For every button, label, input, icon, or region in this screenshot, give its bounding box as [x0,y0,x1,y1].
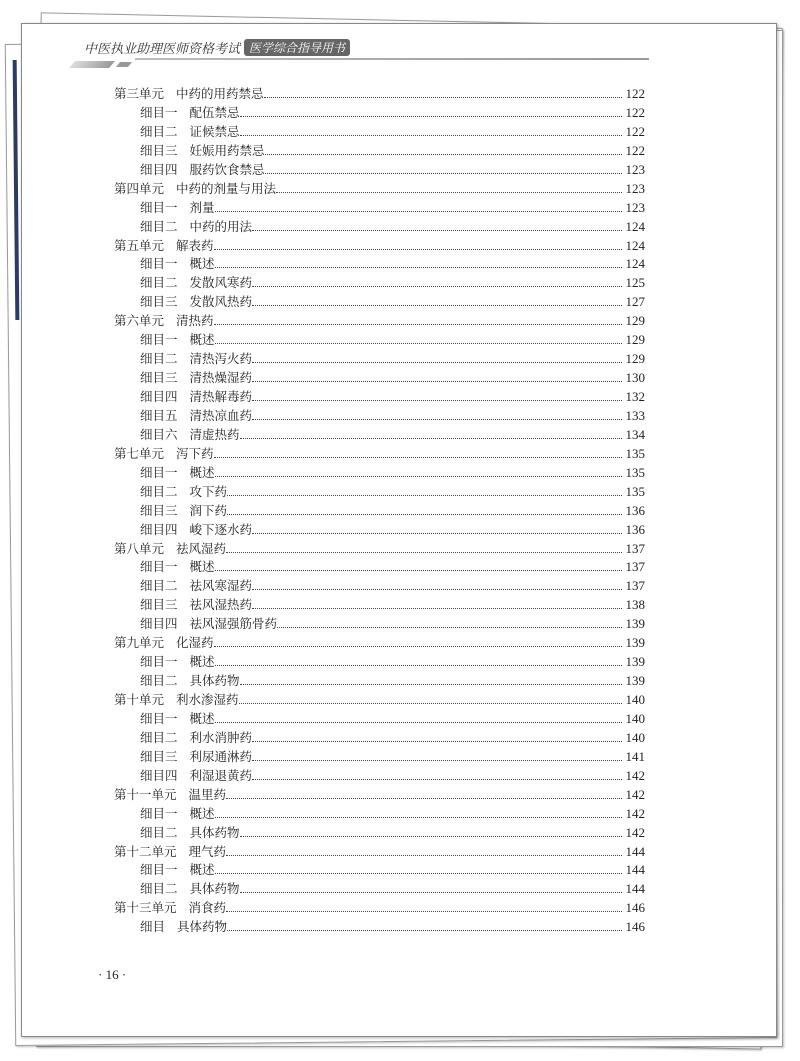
dot-leader [215,343,622,344]
toc-entry[interactable] [114,557,645,576]
toc-entry-page: 136 [625,521,645,537]
dot-leader [240,892,622,893]
toc-entry-title: 具体药物 [189,673,240,689]
toc-entry-page: 129 [625,313,645,329]
toc-entry-label: 细目一 [140,559,178,575]
toc-entry-title: 润下药 [189,502,228,518]
toc-entry[interactable] [114,273,645,292]
toc-entry-page: 135 [625,445,645,461]
toc-entry-label: 细目四 [140,767,178,783]
dot-leader [240,836,622,837]
toc-entry-label: 细目三 [140,294,178,310]
toc-entry-title: 祛风湿强筋骨药 [189,616,278,632]
toc-entry-title: 利水渗湿药 [176,692,239,707]
dot-leader [226,855,621,856]
dot-leader [240,135,622,136]
toc-entry-title: 概述 [189,559,215,575]
dot-leader [252,608,621,609]
toc-entry-page: 123 [625,161,645,177]
toc-entry-label: 细目二 [140,275,178,291]
toc-entry-title: 中药的用法 [189,218,253,234]
toc-entry-label: 细目四 [140,389,178,404]
toc-entry-label: 细目一 [140,654,178,670]
toc-entry-page: 124 [625,237,645,253]
toc-entry-title: 具体药物 [189,881,240,897]
toc-entry[interactable] [114,406,645,425]
toc-entry-label: 细目四 [140,616,178,632]
toc-entry-page: 129 [625,351,645,367]
toc-entry-page: 139 [625,673,645,689]
dot-leader [215,817,622,818]
toc-entry[interactable] [114,842,645,861]
dot-leader [215,476,622,477]
dot-leader [227,514,621,515]
dot-leader [252,362,621,363]
toc-entry[interactable] [114,122,645,141]
toc-entry-page: 130 [625,370,645,386]
toc-entry[interactable] [114,349,645,368]
toc-entry[interactable] [114,860,645,879]
toc-entry-title: 清热解毒药 [189,389,253,404]
toc-entry-title: 概述 [189,805,215,821]
toc-entry-page: 129 [625,332,645,348]
toc-entry-title: 具体药物 [189,824,240,840]
toc-entry-title: 服药饮食禁忌 [189,161,265,177]
toc-entry-title: 证候禁忌 [189,123,240,139]
dot-leader [240,116,622,117]
toc-entry[interactable] [114,633,645,652]
toc-entry-page: 135 [625,483,645,499]
toc-entry-label: 细目二 [140,673,178,689]
toc-entry-page: 133 [625,407,645,423]
toc-entry-label: 细目三 [140,502,178,518]
toc-entry-label: 细目一 [140,104,178,120]
toc-entry-title: 理气药 [188,843,227,859]
toc-entry[interactable] [114,463,645,482]
toc-entry-page: 138 [625,597,645,613]
dot-leader [215,665,622,666]
toc-entry-title: 清热泻火药 [189,351,253,367]
toc-entry-label: 第九单元 [114,635,165,651]
toc-entry-title: 配伍禁忌 [189,104,240,120]
toc-entry-page: 144 [625,881,645,897]
toc-entry-page: 139 [625,616,645,632]
toc-entry-page: 137 [625,559,645,575]
toc-entry-label: 细目三 [140,142,178,158]
toc-entry-page: 146 [625,919,645,935]
toc-entry[interactable] [114,330,645,349]
toc-entry-title: 发散风寒药 [189,275,253,291]
toc-entry[interactable] [114,292,645,311]
toc-entry[interactable] [114,804,645,823]
dot-leader [277,627,621,628]
toc-entry-page: 132 [625,389,645,404]
toc-entry[interactable] [114,671,645,690]
toc-entry[interactable] [114,520,645,539]
toc-entry[interactable] [114,236,645,255]
dot-leader [214,324,622,325]
dot-leader [215,211,622,212]
toc-entry-page: 137 [625,540,645,556]
toc-entry-title: 妊娠用药禁忌 [189,142,265,158]
dot-leader [214,457,622,458]
toc-entry-label: 细目四 [140,161,178,177]
toc-entry-page: 146 [625,900,645,916]
header-swoosh-decoration [69,61,115,68]
toc-entry[interactable] [114,728,645,747]
toc-entry[interactable] [114,576,645,595]
toc-entry-page: 139 [625,654,645,670]
toc-entry[interactable] [114,823,645,842]
toc-entry-label: 第五单元 [114,237,165,253]
dot-leader [215,873,622,874]
toc-entry-page: 140 [625,710,645,726]
toc-entry-page: 140 [625,729,645,745]
toc-entry-page: 139 [625,635,645,651]
toc-entry[interactable] [114,747,645,766]
dot-leader [215,722,622,723]
toc-entry-title: 概述 [189,256,215,272]
dot-leader [264,97,622,98]
toc-entry-title: 利水消肿药 [189,729,253,745]
toc-entry-title: 祛风寒湿药 [189,578,253,594]
toc-entry-title: 攻下药 [189,483,228,499]
toc-entry-page: 134 [625,426,645,442]
toc-entry-page: 122 [625,86,645,101]
toc-entry-label: 第六单元 [114,313,165,329]
toc-entry-title: 祛风湿热药 [189,597,253,613]
toc-entry-label: 细目一 [140,199,178,215]
toc-entry-title: 概述 [189,654,215,670]
toc-entry[interactable] [114,690,645,709]
toc-entry-label: 细目一 [140,256,178,272]
toc-entry-page: 144 [625,843,645,859]
dot-leader [215,267,622,268]
toc-entry-title: 解表药 [176,237,214,253]
toc-entry-page: 122 [625,142,645,158]
toc-entry[interactable] [114,217,645,236]
toc-entry-page: 123 [625,180,645,196]
toc-entry-page: 122 [625,104,645,120]
toc-entry-page: 127 [625,294,645,310]
toc-entry-label: 细目 [140,919,166,935]
dot-leader [214,646,622,647]
dot-leader [252,760,621,761]
toc-entry-page: 135 [625,464,645,480]
toc-entry[interactable] [114,879,645,898]
toc-entry-page: 124 [625,218,645,234]
toc-entry-page: 125 [625,275,645,291]
toc-entry-label: 第三单元 [114,86,165,101]
toc-entry-page: 144 [625,862,645,878]
toc-entry-title: 剂量 [189,199,215,215]
dot-leader [226,798,621,799]
toc-entry-title: 概述 [189,710,215,726]
toc-entry-title: 利尿通淋药 [189,748,253,764]
toc-entry[interactable] [114,368,645,387]
dot-leader [252,381,621,382]
toc-entry-page: 142 [625,824,645,840]
dot-leader [252,419,621,420]
toc-entry-title: 祛风湿药 [176,540,227,556]
toc-entry-label: 细目三 [140,370,178,386]
toc-entry[interactable] [114,311,645,330]
toc-entry-title: 发散风热药 [189,294,253,310]
toc-entry[interactable] [114,254,645,273]
toc-entry-page: 141 [625,748,645,764]
toc-entry-page: 136 [625,502,645,518]
book-title: 中医执业助理医师资格考试 [84,42,241,57]
toc-entry-label: 第十二单元 [114,843,177,859]
dot-leader [226,911,621,912]
dot-leader [227,930,621,931]
toc-entry-label: 细目四 [140,521,178,537]
toc-entry-title: 具体药物 [177,919,228,935]
dot-leader [252,779,621,780]
toc-entry-title: 概述 [189,332,215,348]
dot-leader [215,570,622,571]
toc-entry-label: 细目二 [140,578,178,594]
toc-entry-label: 细目二 [140,729,178,745]
toc-entry[interactable] [114,198,645,217]
toc-entry-title: 清热凉血药 [189,407,253,423]
toc-entry-title: 概述 [189,464,215,480]
toc-entry-title: 概述 [189,862,215,878]
dot-leader [240,438,622,439]
toc-entry-label: 细目二 [140,351,178,367]
toc-entry-label: 第七单元 [114,445,165,461]
toc-entry-page: 140 [625,692,645,707]
toc-entry[interactable] [114,709,645,728]
toc-entry-title: 清热药 [176,313,214,329]
toc-entry-title: 温里药 [188,786,227,802]
toc-entry[interactable] [114,501,645,520]
toc-entry[interactable] [114,917,645,936]
dot-leader [265,154,622,155]
toc-entry-page: 142 [625,767,645,783]
toc-entry[interactable] [114,614,645,633]
toc-entry-page: 123 [625,199,645,215]
toc-entry-label: 细目二 [140,881,178,897]
toc-entry-page: 142 [625,786,645,802]
dot-leader [252,533,621,534]
toc-entry-label: 细目一 [140,862,178,878]
toc-entry-title: 中药的剂量与用法 [176,180,277,196]
toc-entry-title: 消食药 [188,900,227,916]
toc-entry[interactable] [114,482,645,501]
toc-entry[interactable] [114,766,645,785]
toc-entry[interactable] [114,785,645,804]
dot-leader [240,684,622,685]
toc-entry[interactable] [114,141,645,160]
dot-leader [226,552,621,553]
toc-entry[interactable] [114,444,645,463]
toc-entry-title: 清热燥湿药 [189,370,253,386]
toc-entry-label: 细目一 [140,332,178,348]
toc-entry-label: 细目一 [140,464,178,480]
dot-leader [252,589,621,590]
dot-leader [239,703,622,704]
toc-entry-label: 第十单元 [114,692,165,707]
toc-entry-title: 利湿退黄药 [189,767,253,783]
dot-leader [252,286,621,287]
dot-leader [252,400,621,401]
dot-leader [227,495,621,496]
toc-entry-label: 细目三 [140,748,178,764]
toc-entry[interactable] [114,103,645,122]
toc-entry[interactable] [114,425,645,444]
toc-entry-label: 第八单元 [114,540,165,556]
toc-entry-title: 中药的用药禁忌 [176,86,264,101]
toc-entry[interactable] [114,898,645,917]
toc-entry-label: 细目二 [140,123,178,139]
running-header [84,38,350,57]
dot-leader [265,173,622,174]
toc-entry-title: 泻下药 [176,445,214,461]
toc-entry-page: 124 [625,256,645,272]
toc-entry-label: 细目二 [140,824,178,840]
dot-leader [252,305,621,306]
toc-entry-label: 细目一 [140,710,178,726]
toc-entry-title: 峻下逐水药 [189,521,253,537]
toc-entry-page: 137 [625,578,645,594]
toc-entry-label: 第四单元 [114,180,165,196]
toc-entry-label: 第十三单元 [114,900,177,916]
toc-entry-page: 122 [625,123,645,139]
toc-entry[interactable] [114,160,645,179]
toc-entry[interactable] [114,652,645,671]
toc-entry[interactable] [114,387,645,406]
toc-entry-page: 142 [625,805,645,821]
dot-leader [214,249,622,250]
toc-entry-label: 第十一单元 [114,786,177,802]
toc-entry-label: 细目二 [140,483,178,499]
toc-entry-label: 细目二 [140,218,178,234]
header-rule [135,58,649,60]
toc-entry-title: 清虚热药 [189,426,240,442]
toc-entry-label: 细目一 [140,805,178,821]
page-number: · 16 · [98,967,127,982]
book-subtitle-tag: 医学综合指导用书 [244,39,350,56]
toc-entry-label: 细目六 [140,426,178,442]
dot-leader [252,741,621,742]
toc-entry-label: 细目三 [140,597,178,613]
toc-entry[interactable] [114,595,645,614]
toc-entry[interactable] [114,84,645,103]
toc-entry-label: 细目五 [140,407,178,423]
toc-entry-title: 化湿药 [176,635,214,651]
dot-leader [252,230,621,231]
table-of-contents [114,84,645,936]
toc-entry[interactable] [114,539,645,558]
dot-leader [276,192,621,193]
toc-entry[interactable] [114,179,645,198]
